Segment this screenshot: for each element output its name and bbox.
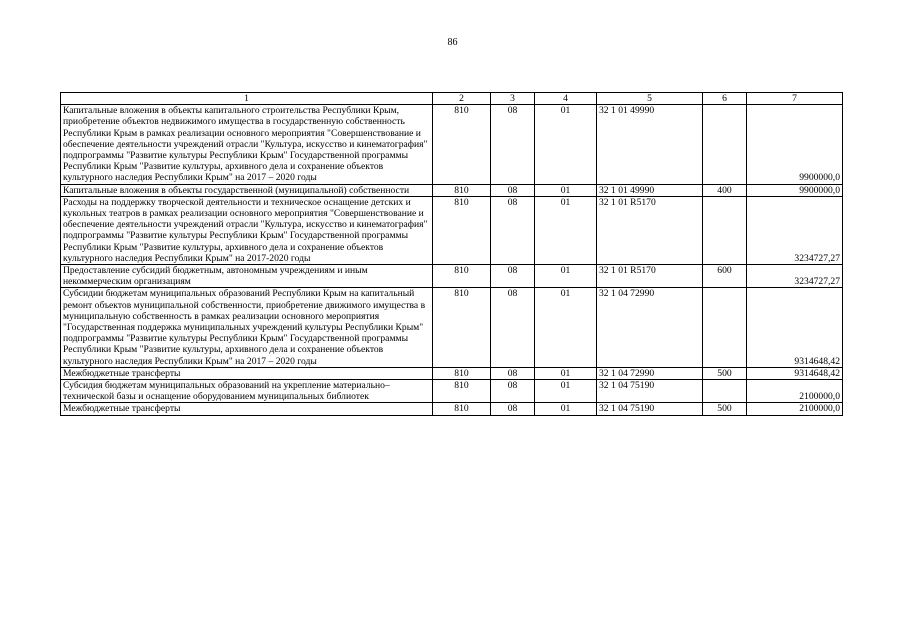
row-ministry-code: 810 <box>433 265 491 288</box>
row-description: Предоставление субсидий бюджетным, автономным учреждениям и иным некоммерческим организациям <box>61 265 433 288</box>
row-subsection-code: 01 <box>535 367 597 379</box>
table-row <box>61 184 843 196</box>
row-target-article: 32 1 01 R5170 <box>597 265 703 288</box>
row-target-article: 32 1 04 75190 <box>597 403 703 415</box>
table-row <box>61 380 843 403</box>
row-amount: 9314648,42 <box>747 288 843 367</box>
row-expense-type <box>703 380 747 403</box>
row-description: Субсидии бюджетам муниципальных образований Республики Крым на капитальный ремонт объектов муниципальной собственности, приобретение движимого имущества в муниципальную собственность в рамках реализации основного мероприятия "Государственная поддержка муниципальных учреждений культуры Республики Крым" подпрограммы "Развитие культуры Республики Крым" Государственной программы Республики Крым "Развитие культуры, архивного дела и сохранение объектов культурного наследия Республики Крым" на 2017 – 2020 годы <box>61 288 433 367</box>
row-ministry-code: 810 <box>433 196 491 264</box>
row-expense-type <box>703 105 747 184</box>
row-description: Субсидия бюджетам муниципальных образований на укрепление материально–технической базы и оснащение оборудованием муниципальных библиотек <box>61 380 433 403</box>
table-row <box>61 196 843 264</box>
row-description: Капитальные вложения в объекты капитального строительства Республики Крым, приобретение объектов недвижимого имущества в государственную собственность Республики Крым в рамках реализации основного мероприятия "Совершенствование и обеспечение деятельности учреждений отрасли "Культура, искусство и кинематография" подпрограммы "Развитие культуры Республики Крым" Государственной программы Республики Крым "Развитие культуры, архивного дела и сохранение объектов культурного наследия Республики Крым" на 2017 – 2020 годы <box>61 105 433 184</box>
table-header-row <box>61 93 843 105</box>
row-target-article: 32 1 04 72990 <box>597 288 703 367</box>
column-header: 5 <box>597 93 703 105</box>
table-row <box>61 265 843 288</box>
row-ministry-code: 810 <box>433 288 491 367</box>
column-header: 6 <box>703 93 747 105</box>
row-subsection-code: 01 <box>535 105 597 184</box>
row-expense-type: 500 <box>703 403 747 415</box>
row-section-code: 08 <box>491 105 535 184</box>
row-subsection-code: 01 <box>535 265 597 288</box>
table-row <box>61 403 843 415</box>
row-subsection-code: 01 <box>535 288 597 367</box>
page-number: 86 <box>447 37 458 48</box>
row-subsection-code: 01 <box>535 196 597 264</box>
row-section-code: 08 <box>491 265 535 288</box>
row-expense-type: 400 <box>703 184 747 196</box>
row-section-code: 08 <box>491 403 535 415</box>
row-target-article: 32 1 04 72990 <box>597 367 703 379</box>
row-target-article: 32 1 01 49990 <box>597 184 703 196</box>
row-amount: 3234727,27 <box>747 265 843 288</box>
row-amount: 9314648,42 <box>747 367 843 379</box>
row-target-article: 32 1 01 R5170 <box>597 196 703 264</box>
row-section-code: 08 <box>491 184 535 196</box>
row-description: Расходы на поддержку творческой деятельности и техническое оснащение детских и кукольных театров в рамках реализации основного мероприятия "Совершенствование и обеспечение деятельности учреждений отрасли "Культура, искусство и кинематография" подпрограммы "Развитие культуры Республики Крым" Государственной программы Республики Крым "Развитие культуры, архивного дела и сохранение объектов культурного наследия Республики Крым" на 2017-2020 годы <box>61 196 433 264</box>
row-description: Капитальные вложения в объекты государственной (муниципальной) собственности <box>61 184 433 196</box>
row-section-code: 08 <box>491 196 535 264</box>
table-row <box>61 105 843 184</box>
row-amount: 2100000,0 <box>747 380 843 403</box>
row-ministry-code: 810 <box>433 403 491 415</box>
row-expense-type: 600 <box>703 265 747 288</box>
budget-table <box>60 92 843 416</box>
row-subsection-code: 01 <box>535 184 597 196</box>
table-row <box>61 288 843 367</box>
row-expense-type <box>703 196 747 264</box>
row-ministry-code: 810 <box>433 184 491 196</box>
row-section-code: 08 <box>491 288 535 367</box>
row-target-article: 32 1 04 75190 <box>597 380 703 403</box>
row-amount: 9900000,0 <box>747 184 843 196</box>
row-expense-type: 500 <box>703 367 747 379</box>
row-ministry-code: 810 <box>433 367 491 379</box>
row-section-code: 08 <box>491 380 535 403</box>
row-section-code: 08 <box>491 367 535 379</box>
table-row <box>61 367 843 379</box>
column-header: 3 <box>491 93 535 105</box>
row-ministry-code: 810 <box>433 380 491 403</box>
row-ministry-code: 810 <box>433 105 491 184</box>
column-header: 4 <box>535 93 597 105</box>
row-target-article: 32 1 01 49990 <box>597 105 703 184</box>
row-description: Межбюджетные трансферты <box>61 403 433 415</box>
row-amount: 2100000,0 <box>747 403 843 415</box>
column-header: 2 <box>433 93 491 105</box>
column-header: 1 <box>61 93 433 105</box>
row-amount: 9900000,0 <box>747 105 843 184</box>
row-description: Межбюджетные трансферты <box>61 367 433 379</box>
column-header: 7 <box>747 93 843 105</box>
row-amount: 3234727,27 <box>747 196 843 264</box>
row-expense-type <box>703 288 747 367</box>
row-subsection-code: 01 <box>535 403 597 415</box>
row-subsection-code: 01 <box>535 380 597 403</box>
